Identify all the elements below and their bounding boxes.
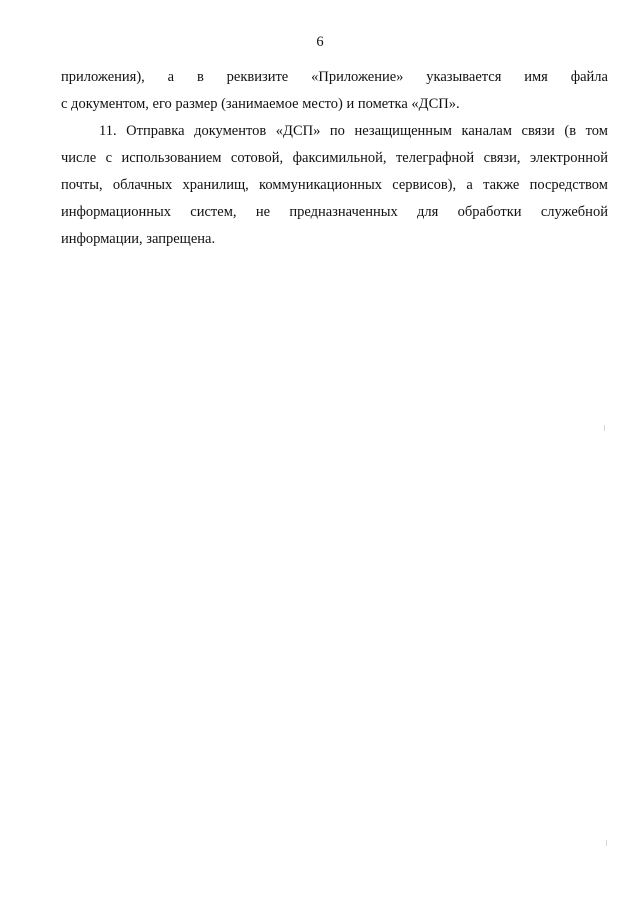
word: связи, [483, 150, 521, 166]
word: с [105, 150, 113, 166]
word: хранилищ, [182, 177, 249, 193]
word: не [255, 204, 271, 220]
paragraph-2-line-5: информации, запрещена. [61, 231, 216, 247]
word: по [329, 123, 345, 139]
word: в [196, 69, 204, 85]
word: также [483, 177, 520, 193]
word: документов [194, 123, 267, 139]
word: предназначенных [289, 204, 398, 220]
scan-artifact [606, 840, 607, 846]
word: систем, [190, 204, 237, 220]
word: а [466, 177, 473, 193]
word: сотовой, [230, 150, 284, 166]
word: файла [570, 69, 608, 85]
word: 11. [99, 123, 117, 139]
word: использованием [121, 150, 222, 166]
word: электронной [529, 150, 608, 166]
word: незащищенным [354, 123, 452, 139]
word: коммуникационных [259, 177, 382, 193]
paragraph-2-line-2 [61, 149, 608, 167]
word: телеграфной [395, 150, 475, 166]
word: «ДСП» [275, 123, 321, 139]
paragraph-2-line-4 [61, 203, 608, 221]
word: имя [524, 69, 548, 85]
word: а [167, 69, 175, 85]
paragraph-2-line-1 [99, 122, 608, 140]
word: Отправка [126, 123, 185, 139]
word: почты, [61, 177, 103, 193]
word: приложения), [61, 69, 145, 85]
word: облачных [112, 177, 173, 193]
word: для [417, 204, 439, 220]
word: информационных [61, 204, 171, 220]
word: каналам [461, 123, 512, 139]
word: (в [564, 123, 577, 139]
word: служебной [540, 204, 608, 220]
word: том [585, 123, 608, 139]
word: связи [521, 123, 555, 139]
word: реквизите [226, 69, 289, 85]
word: сервисов), [392, 177, 457, 193]
word: посредством [529, 177, 608, 193]
paragraph-1-line-2: с документом, его размер (занимаемое место) и пометка «ДСП». [61, 96, 460, 112]
scan-artifact [604, 425, 605, 431]
paragraph-1-line-1 [61, 68, 608, 86]
word: обработки [457, 204, 522, 220]
word: «Приложение» [311, 69, 404, 85]
word: факсимильной, [292, 150, 387, 166]
page-number: 6 [316, 34, 324, 50]
paragraph-2-line-3 [61, 176, 608, 194]
word: числе [61, 150, 97, 166]
word: указывается [426, 69, 502, 85]
